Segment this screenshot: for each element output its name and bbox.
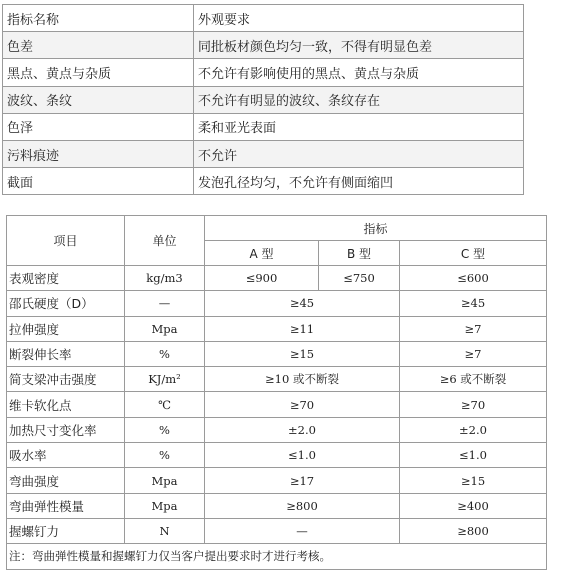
row-value: 不允许有明显的波纹、条纹存在: [194, 86, 524, 113]
header-type-c: C 型: [400, 241, 547, 266]
row-label: 色差: [3, 32, 194, 59]
table-row: [3, 59, 524, 86]
row-label: 波纹、条纹: [3, 86, 194, 113]
table-row: [7, 493, 547, 518]
row-value-b: ≤750: [319, 266, 400, 291]
table-row: [7, 468, 547, 493]
row-label: 握螺钉力: [7, 518, 125, 543]
header-unit: 单位: [125, 216, 205, 266]
row-label: 表观密度: [7, 266, 125, 291]
table-row: [7, 443, 547, 468]
note-row: [7, 544, 547, 569]
row-value: 发泡孔径均匀，不允许有侧面缩凹: [194, 168, 524, 195]
table-row: [3, 140, 524, 167]
row-value-ab: ≥17: [205, 468, 400, 493]
table-row: [7, 518, 547, 543]
row-value-c: ≥6 或不断裂: [400, 367, 547, 392]
row-label: 弯曲弹性模量: [7, 493, 125, 518]
row-label: 断裂伸长率: [7, 341, 125, 366]
row-label: 黑点、黄点与杂质: [3, 59, 194, 86]
row-value-ab: ±2.0: [205, 417, 400, 442]
row-value-ab: ≥70: [205, 392, 400, 417]
row-value-c: ≤600: [400, 266, 547, 291]
header-type-b: B 型: [319, 241, 400, 266]
row-value-c: ≥400: [400, 493, 547, 518]
row-value-ab: ≥800: [205, 493, 400, 518]
row-value-c: ≥7: [400, 316, 547, 341]
row-unit: Mpa: [125, 316, 205, 341]
row-label: 截面: [3, 168, 194, 195]
header-cell-requirement: 外观要求: [194, 5, 524, 32]
table-row: [7, 392, 547, 417]
row-unit: —: [125, 291, 205, 316]
row-value-ab: ≥11: [205, 316, 400, 341]
row-value: 不允许有影响使用的黑点、黄点与杂质: [194, 59, 524, 86]
row-value: 柔和亚光表面: [194, 113, 524, 140]
row-label: 吸水率: [7, 443, 125, 468]
header-index: 指标: [205, 216, 547, 241]
row-value-a: ≤900: [205, 266, 319, 291]
row-label: 拉伸强度: [7, 316, 125, 341]
row-unit: KJ/m²: [125, 367, 205, 392]
row-unit: N: [125, 518, 205, 543]
appearance-table: [2, 4, 524, 195]
row-unit: Mpa: [125, 493, 205, 518]
row-unit: kg/m3: [125, 266, 205, 291]
table-row: [3, 86, 524, 113]
row-label: 色泽: [3, 113, 194, 140]
row-label: 简支梁冲击强度: [7, 367, 125, 392]
table-row: [7, 367, 547, 392]
row-value-c: ±2.0: [400, 417, 547, 442]
row-value-c: ≤1.0: [400, 443, 547, 468]
row-label: 邵氏硬度（D）: [7, 291, 125, 316]
table-header-row: [7, 216, 547, 241]
table-row: [3, 32, 524, 59]
table-row: [7, 291, 547, 316]
performance-table: [6, 215, 547, 570]
row-value-c: ≥7: [400, 341, 547, 366]
row-unit: Mpa: [125, 468, 205, 493]
row-unit: ℃: [125, 392, 205, 417]
row-unit: %: [125, 417, 205, 442]
row-label: 弯曲强度: [7, 468, 125, 493]
header-cell-name: 指标名称: [3, 5, 194, 32]
table-row: [3, 113, 524, 140]
row-value-ab: ≥15: [205, 341, 400, 366]
header-type-a: A 型: [205, 241, 319, 266]
row-label: 污料痕迹: [3, 140, 194, 167]
row-value: 不允许: [194, 140, 524, 167]
row-value-c: ≥45: [400, 291, 547, 316]
table-row: [3, 168, 524, 195]
header-item: 项目: [7, 216, 125, 266]
row-value-c: ≥70: [400, 392, 547, 417]
table-note: 注：弯曲弹性模量和握螺钉力仅当客户提出要求时才进行考核。: [7, 544, 547, 569]
row-value-ab: —: [205, 518, 400, 543]
table-header-row: [3, 5, 524, 32]
row-value: 同批板材颜色均匀一致，不得有明显色差: [194, 32, 524, 59]
table-row: [7, 417, 547, 442]
row-unit: %: [125, 443, 205, 468]
table-row: [7, 341, 547, 366]
table-row: [7, 266, 547, 291]
row-value-ab: ≤1.0: [205, 443, 400, 468]
row-unit: %: [125, 341, 205, 366]
row-label: 维卡软化点: [7, 392, 125, 417]
row-value-c: ≥800: [400, 518, 547, 543]
row-value-ab: ≥10 或不断裂: [205, 367, 400, 392]
row-value-c: ≥15: [400, 468, 547, 493]
row-value-ab: ≥45: [205, 291, 400, 316]
row-label: 加热尺寸变化率: [7, 417, 125, 442]
table-row: [7, 316, 547, 341]
